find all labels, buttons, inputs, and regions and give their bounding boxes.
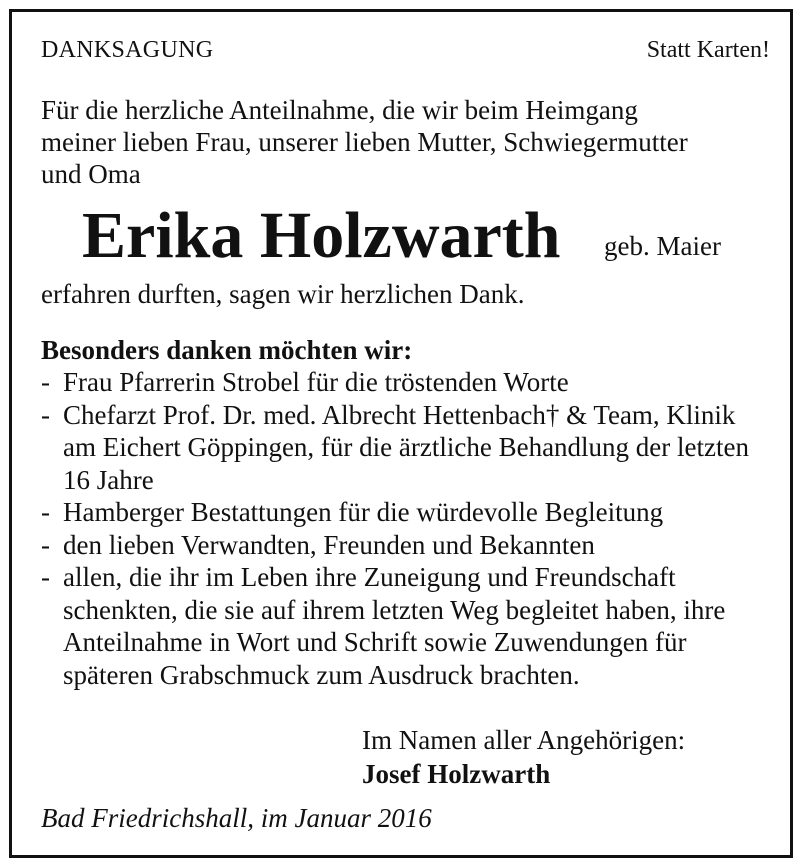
list-item-text: allen, die ihr im Leben ihre Zuneigung und Freundschaft schenkten, die sie auf ihrem letzten Weg begleitet haben, ihre Anteilnahme in Wort und Schrift sowie Zuwendungen für späteren Grabschmuck zum Ausdruck brachten. — [63, 562, 726, 690]
place-date: Bad Friedrichshall, im Januar 2016 — [41, 803, 432, 833]
intro-line: Für die herzliche Anteilnahme, die wir beim Heimgang — [41, 95, 638, 125]
intro-line: und Oma — [41, 159, 141, 189]
list-item-text: Frau Pfarrerin Strobel für die tröstenden Worte — [63, 367, 569, 397]
notice-note: Statt Karten! — [646, 37, 770, 63]
obituary-notice — [9, 9, 793, 858]
list-item — [41, 529, 763, 562]
list-item-text: den lieben Verwandten, Freunden und Bekannten — [63, 529, 595, 560]
list-item-text: Chefarzt Prof. Dr. med. Albrecht Hettenbach† & Team, Klinik am Eichert Göppingen, für die ärztliche Behandlung der letzten 16 Jahre — [63, 399, 749, 495]
thanks-heading: Besonders danken möchten wir: — [41, 335, 413, 365]
list-item — [41, 366, 763, 399]
list-item — [41, 399, 763, 497]
list-dash: - — [41, 367, 50, 397]
list-item — [41, 496, 763, 529]
list-dash: - — [41, 399, 50, 430]
signature-label: Im Namen aller Angehörigen: — [362, 725, 686, 755]
signature-name: Josef Holzwarth — [362, 759, 551, 789]
thanks-list — [41, 366, 763, 691]
list-dash: - — [41, 562, 50, 592]
list-item-text: Hamberger Bestattungen für die würdevolle Begleitung — [63, 497, 664, 527]
intro-text — [41, 94, 761, 190]
list-dash: - — [41, 497, 50, 527]
deceased-name: Erika Holzwarth — [82, 199, 561, 272]
closing-line: erfahren durften, sagen wir herzlichen Dank. — [41, 279, 525, 309]
list-item — [41, 561, 763, 691]
list-dash: - — [41, 529, 50, 560]
notice-title: DANKSAGUNG — [41, 37, 214, 63]
birth-name: geb. Maier — [604, 231, 721, 261]
intro-line: meiner lieben Frau, unserer lieben Mutter, Schwiegermutter — [41, 127, 688, 157]
